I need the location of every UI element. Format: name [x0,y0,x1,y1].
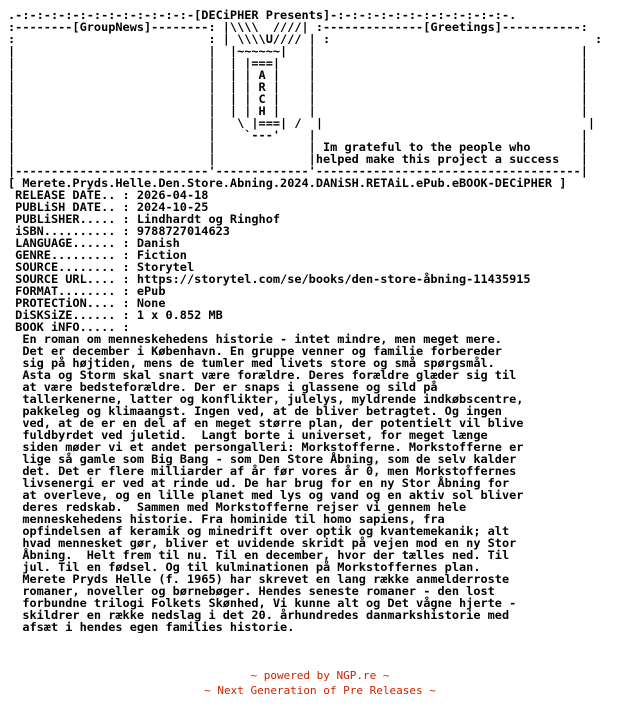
nfo-line: | | | | C | | | [8,92,588,106]
nfo-line: Merete Pryds Helle (f. 1965) har skrevet en lang række anmelderroste [8,572,510,586]
nfo-line: SOURCE URL.... : https://storytel.com/se/books/den-store-åbning-11435915 [8,272,531,286]
nfo-line: BOOK iNFO..... : [8,320,130,334]
nfo-line: at være bedsteforældre. Der er snaps i glassene og sild på [8,380,438,394]
nfo-line: sig på højtiden, mens de tumler med livets store og små spørgsmål. [8,356,495,370]
nfo-line: DiSKSiZE...... : 1 x 0.852 MB [8,308,223,322]
nfo-line: FORMAT........ : ePub [8,284,166,298]
nfo-line: menneskehedens historie. Fra hominide til homo sapiens, fra [8,512,445,526]
nfo-line: | | `---' | | [8,128,588,142]
nfo-line: : : | \\\\U//// | : : [8,32,603,46]
nfo-line: RELEASE DATE.. : 2026-04-18 [8,188,209,202]
nfo-line: Åbning. Helt frem til nu. Til en december, hvor der tælles ned. Til [8,548,510,562]
nfo-line: afsæt i hendes egen families historie. [8,620,295,633]
nfo-line: Det er december i København. En gruppe venner og familie forbereder [8,344,502,358]
footer-tagline: ~ Next Generation of Pre Releases ~ [204,684,436,697]
nfo-line: | | | | A | | | [8,68,588,82]
nfo-line: | | | | H | | | [8,104,588,118]
nfo-line: | | \ |===| / | | [8,116,596,130]
nfo-line: [ Merete.Pryds.Helle.Den.Store.Abning.2024.DANiSH.RETAiL.ePub.eBOOK-DECiPHER ] [8,176,567,190]
nfo-line: fuldbyrdet ved juletid. Langt borte i universet, for meget længe [8,428,488,442]
nfo-line: lige så gamle som Big Bang - som Den Store Åbning, som de selv kalder [8,452,517,466]
nfo-line: PROTECTiON.... : None [8,296,166,310]
nfo-line: GENRE......... : Fiction [8,248,187,262]
nfo-line: LANGUAGE...... : Danish [8,236,180,250]
nfo-line: jul. Til en fødsel. Og til kulminationen på Morkstoffernes plan. [8,560,481,574]
nfo-line: PUBLiSH DATE.. : 2024-10-25 [8,200,209,214]
nfo-line: | | |~~~~~~| | | [8,44,588,58]
nfo-text [8,9,632,633]
nfo-line: Asta og Storm skal snart være forældre. Deres forældre glæder sig til [8,368,517,382]
nfo-line: siden møder vi et andet persongalleri: Morkstofferne. Morkstofferne er [8,440,524,454]
nfo-line: | | | | R | | | [8,80,588,94]
nfo-line: livsenergi er ved at rinde ud. De har brug for en ny Stor Åbning for [8,476,510,490]
nfo-line: | | | Im grateful to the people who | [8,140,588,154]
nfo-line: hvad mennesket gør, bliver et uvidende skridt på vejen mod en ny Stor [8,536,517,550]
nfo-line: En roman om menneskehedens historie - intet mindre, men meget mere. [8,332,502,346]
nfo-line: at overleve, og en lille planet med lys og vand og en aktiv sol bliver [8,488,524,502]
nfo-line: PUBLiSHER..... : Lindhardt og Ringhof [8,212,281,226]
nfo-line: .-:-:-:-:-:-:-:-:-:-:-:-:-[DECiPHER Presents]-:-:-:-:-:-:-:-:-:-:-:-:-. [8,9,517,22]
nfo-line: | | | |===| | | [8,56,588,70]
nfo-line: iSBN.......... : 9788727014623 [8,224,230,238]
nfo-line: SOURCE........ : Storytel [8,260,195,274]
nfo-line: deres redskab. Sammen med Morkstofferne rejser vi gennem hele [8,500,467,514]
nfo-line: opfindelsen af keramik og minedrift over optik og kvantemekanik; alt [8,524,510,538]
powered-by-text: ~ powered by NGP.re ~ [250,669,390,682]
nfo-line: | | |helped make this project a success | [8,152,588,166]
footer [0,668,640,698]
nfo-line: det. Det er flere milliarder af år før vores år 0, men Morkstoffernes [8,464,517,478]
nfo-line: skildrer en række nedslag i det 20. århundredes danmarkshistorie med [8,608,510,622]
nfo-line: ved, at de er en del af en meget større plan, der potentielt vil blive [8,416,524,430]
nfo-line: tallerkenerne, latter og konflikter, julelys, myldrende indkøbscentre, [8,392,524,406]
nfo-line: |---------------------------'-------------'-------------------------------------| [8,164,588,178]
nfo-line: :--------[GroupNews]--------: |\\\\ ////| :--------------[Greetings]-----------: [8,20,588,34]
nfo-line: forbundne trilogi Folkets Skønhed, Vi kunne alt og Det vågne hjerte - [8,596,517,610]
nfo-line: romaner, noveller og børnebøger. Hendes seneste romaner - den lost [8,584,495,598]
nfo-line: pakkeleg og klimaangst. Ingen ved, at de bliver betragtet. Og ingen [8,404,502,418]
